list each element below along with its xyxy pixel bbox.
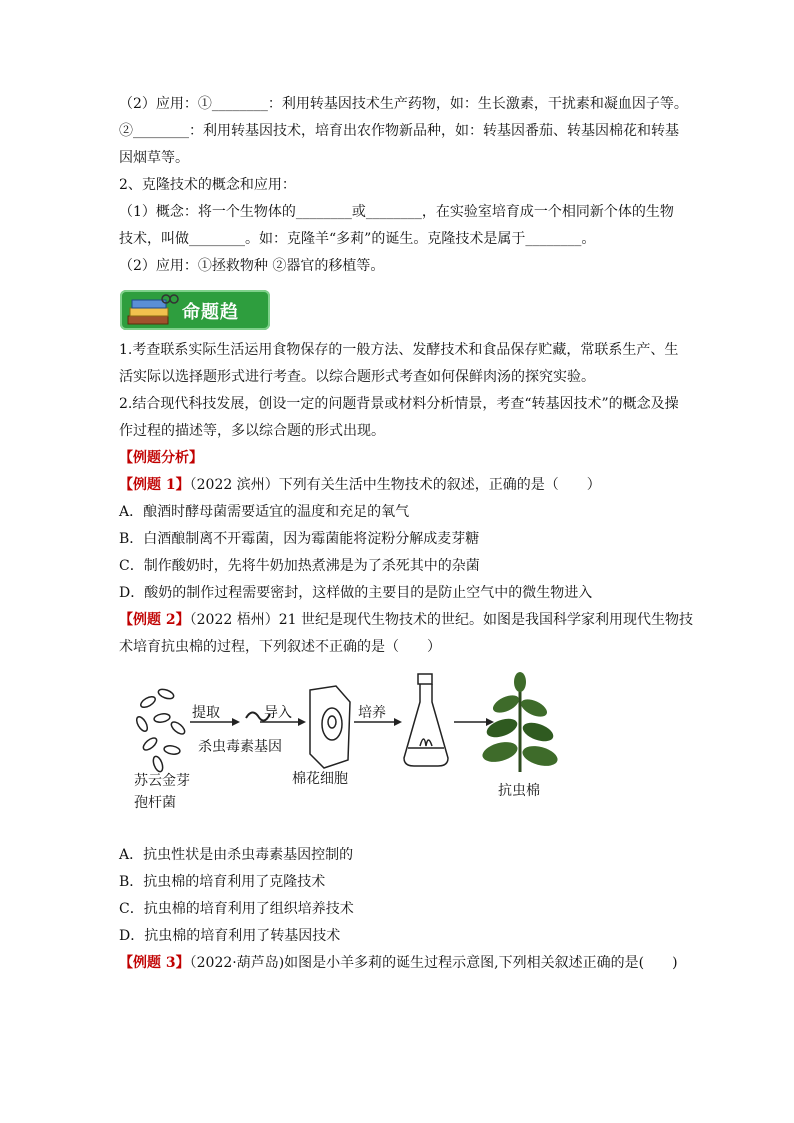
example-2-tag: 【例题 2】 (119, 612, 190, 628)
bacteria-illustration (135, 688, 187, 773)
banner-title: 命题趋 (182, 302, 239, 323)
application-line-2: ②________：利用转基因技术，培育出农作物新品种，如：转基因番茄、转基因棉花和转基 (119, 123, 679, 139)
trend-banner (120, 290, 270, 330)
example-1-option-a: A．酿酒时酵母菌需要适宜的温度和充足的氧气 (119, 504, 410, 520)
example-1-option-d: D．酸奶的制作过程需要密封，这样做的主要目的是防止空气中的微生物进入 (119, 585, 593, 601)
example-1-question: （2022 滨州）下列有关生活中生物技术的叙述，正确的是（ ） (189, 477, 601, 493)
example-2-option-d: D．抗虫棉的培育利用了转基因技术 (119, 928, 341, 944)
clone-heading: 2、克隆技术的概念和应用： (119, 177, 296, 193)
example-2-stem-2: 术培育抗虫棉的过程，下列叙述不正确的是（ ） (119, 639, 441, 655)
example-3-tag: 【例题 3】 (119, 955, 190, 971)
books-icon (124, 292, 180, 328)
analysis-title: 【例题分析】 (119, 450, 203, 466)
cotton-cell-illustration (310, 686, 350, 768)
culture-label: 培养 (358, 705, 386, 721)
example-3-stem (119, 953, 678, 973)
bacteria-label-1: 苏云金芽 (134, 773, 190, 789)
gene-label: 杀虫毒素基因 (198, 739, 282, 755)
insect-resistant-cotton-diagram (128, 668, 568, 828)
example-1-option-c: C．制作酸奶时，先将牛奶加热煮沸是为了杀死其中的杂菌 (119, 558, 480, 574)
bacteria-label-2: 孢杆菌 (134, 795, 176, 811)
trend-1-line-2: 活实际以选择题形式进行考查。以综合题形式考查如何保鲜肉汤的探究实验。 (119, 369, 595, 385)
example-2-stem-1 (119, 610, 693, 630)
example-3-question: （2022·葫芦岛)如图是小羊多莉的诞生过程示意图,下列相关叙述正确的是( ) (189, 955, 678, 971)
clone-concept-line-2: 技术，叫做________。如：克隆羊“多莉”的诞生。克隆技术是属于________。 (119, 231, 596, 247)
cell-label: 棉花细胞 (292, 771, 348, 787)
extract-label: 提取 (192, 705, 220, 721)
example-1-tag: 【例题 1】 (119, 477, 190, 493)
example-1-stem (119, 475, 601, 495)
example-2-option-b: B．抗虫棉的培育利用了克隆技术 (119, 874, 326, 890)
import-label: 导入 (264, 705, 292, 721)
trend-2-line-2: 作过程的描述等，多以综合题的形式出现。 (119, 423, 385, 439)
example-2-question: （2022 梧州）21 世纪是现代生物技术的世纪。如图是我国科学家利用现代生物技 (189, 612, 693, 628)
application-line-3: 因烟草等。 (119, 150, 189, 166)
example-1-option-b: B．白酒酿制离不开霉菌，因为霉菌能将淀粉分解成麦芽糖 (119, 531, 480, 547)
example-2-option-a: A．抗虫性状是由杀虫毒素基因控制的 (119, 847, 354, 863)
trend-2-line-1: 2.结合现代科技发展，创设一定的问题背景或材料分析情景，考查“转基因技术”的概念及操 (119, 396, 679, 412)
trend-1-line-1: 1.考查联系实际生活运用食物保存的一般方法、发酵技术和食品保存贮藏，常联系生产、生 (119, 342, 679, 358)
culture-flask-illustration (404, 674, 448, 766)
clone-concept-line-1: （1）概念：将一个生物体的________或________，在实验室培育成一个相同新个体的生物 (119, 204, 674, 220)
example-2-option-c: C．抗虫棉的培育利用了组织培养技术 (119, 901, 354, 917)
clone-application-line: （2）应用：①拯救物种 ②器官的移植等。 (119, 258, 385, 274)
application-line-1: （2）应用：①________：利用转基因技术生产药物，如：生长激素，干扰素和凝血因子等。 (119, 96, 688, 112)
plant-label: 抗虫棉 (498, 783, 540, 799)
